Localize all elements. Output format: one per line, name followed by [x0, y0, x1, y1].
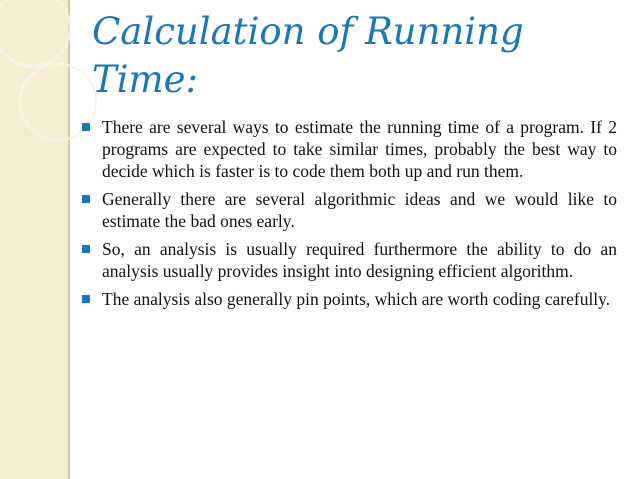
square-bullet-icon	[82, 295, 90, 303]
bullet-item	[82, 188, 617, 232]
bullet-list	[82, 116, 617, 316]
bullet-text: So, an analysis is usually required furthermore the ability to do an analysis usually provides insight into designing efficient algorithm.	[102, 239, 617, 281]
bullet-item	[82, 116, 617, 182]
bullet-text: Generally there are several algorithmic ideas and we would like to estimate the bad ones early.	[102, 189, 617, 231]
slide-title: Calculation of Running Time:	[92, 10, 524, 101]
square-bullet-icon	[82, 195, 90, 203]
square-bullet-icon	[82, 245, 90, 253]
square-bullet-icon	[82, 123, 90, 131]
bullet-text: There are several ways to estimate the running time of a program. If 2 programs are expected to take similar times, probably the best way to decide which is faster is to code them both up and run them.	[102, 117, 617, 181]
bullet-text: The analysis also generally pin points, which are worth coding carefully.	[102, 289, 611, 309]
bullet-item	[82, 238, 617, 282]
bullet-item	[82, 288, 617, 310]
